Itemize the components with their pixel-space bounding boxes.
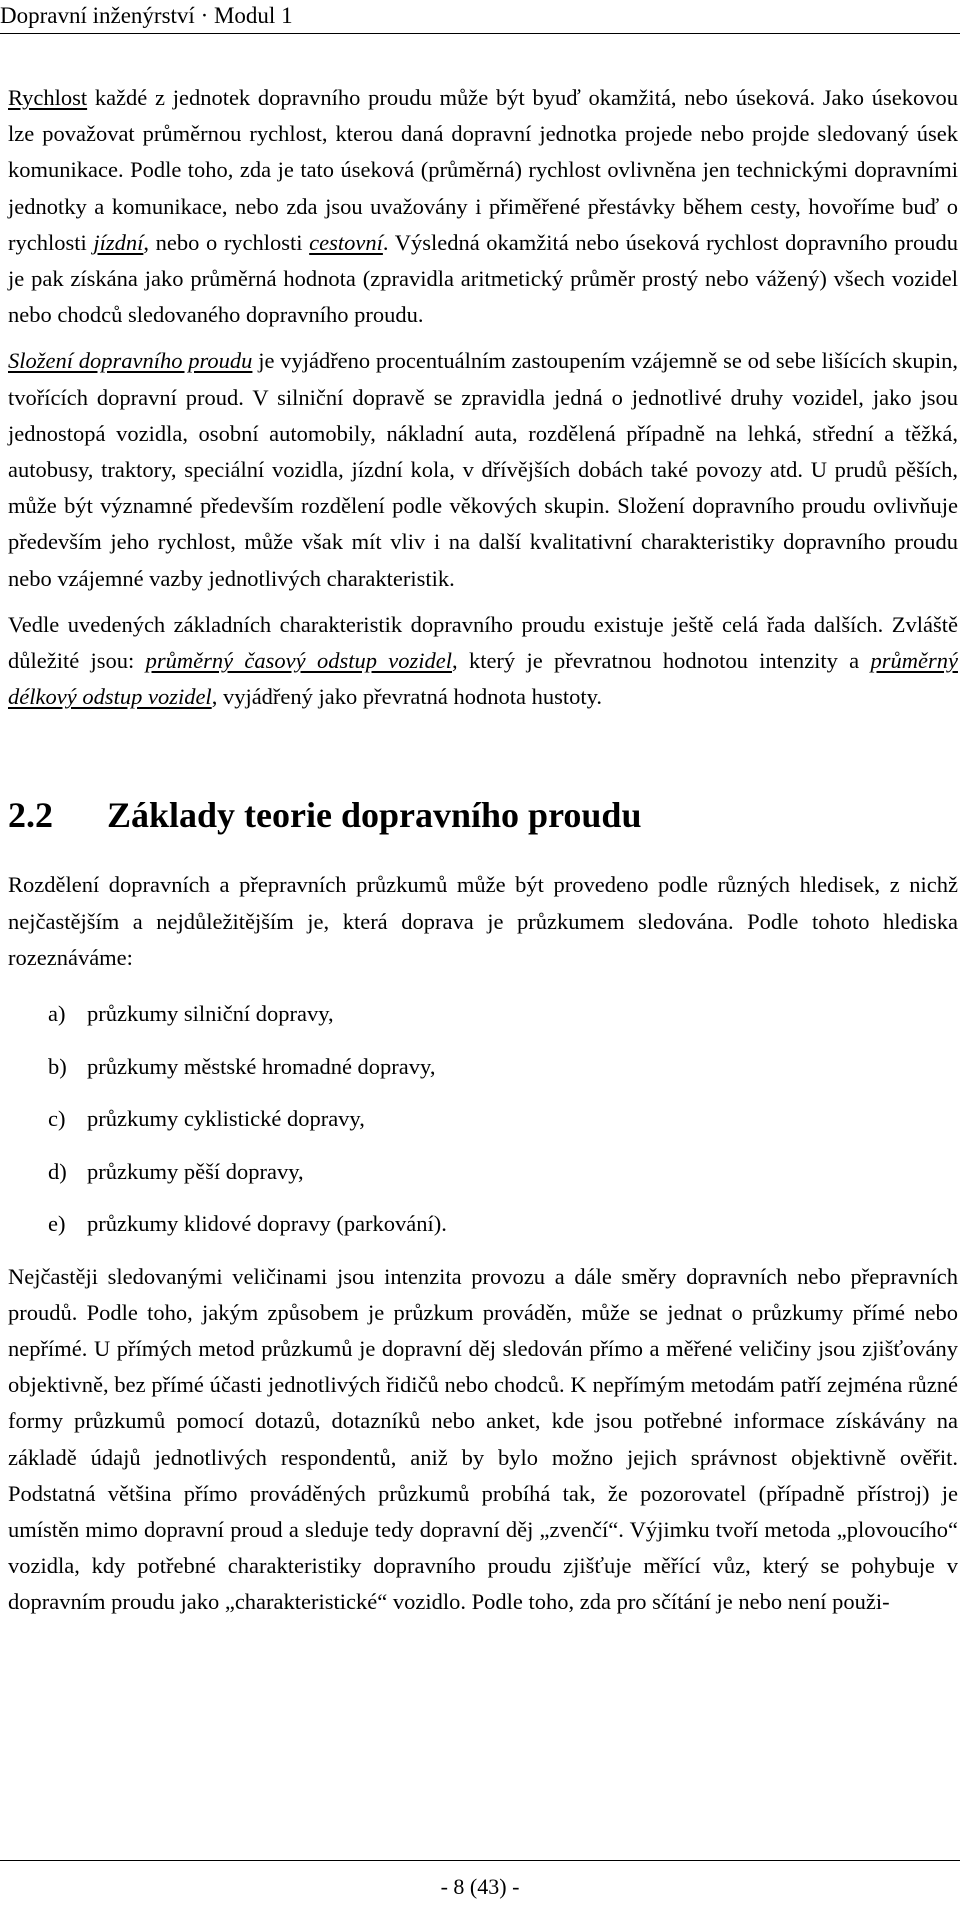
- term-delkovy-odstup: průměrný délkový odstup vozidel: [8, 648, 958, 710]
- footer-divider: [0, 1860, 960, 1861]
- paragraph-text: , který je převratnou hodnotou intenzity a: [452, 648, 871, 674]
- running-header-title: Dopravní inženýrství · Modul 1: [0, 3, 293, 28]
- list-item: [8, 1146, 958, 1199]
- section-number: 2.2: [8, 795, 53, 836]
- paragraph-text: , nebo o rychlosti: [143, 229, 310, 255]
- list-item-text: průzkumy městské hromadné dopravy,: [87, 1053, 436, 1079]
- list-item-label: b): [48, 1053, 67, 1079]
- list-item-label: e): [48, 1211, 66, 1237]
- paragraph-slozeni: [8, 343, 958, 596]
- paragraph-rychlost: [8, 80, 958, 333]
- list-item: [8, 988, 958, 1041]
- term-slozeni-dopravniho-proudu: Složení dopravního proudu: [8, 348, 253, 374]
- page-footer: [0, 1860, 960, 1910]
- term-casovy-odstup: průměrný časový odstup vozidel: [145, 648, 452, 674]
- paragraph-sledovane-veliciny: Nejčastěji sledovanými veličinami jsou intenzita provozu a dále směry dopravních nebo přepravních proudů. Podle toho, jakým způsobem je průzkum prováděn, může se jednat o průzkumy přímé nebo nepřímé. U přímých metod průzkumů je dopravní děj sledován přímo a měřené veličiny jsou zjišťovány objektivně, bez přímé účasti jednotlivých řidičů nebo chodců. K nepřímým metodám patří zejména různé formy průzkumů pomocí dotazů, dotazníků nebo anket, kde jsou potřebné informace získávány na základě údajů jednotlivých respondentů, aniž by bylo možno jejich správnost objektivně ověřit. Podstatná většina přímo prováděných průzkumů probíhá tak, že pozorovatel (případně přístroj) je umístěn mimo dopravní proud a sleduje tedy dopravní děj „zvenčí“. Výjimku tvoří metoda „plovoucího“ vozidla, kdy potřebné charakteristiky dopravního proudu zjišťuje měřící vůz, který se pohybuje v dopravním proudu jako „charakteristické“ vozidlo. Podle toho, zda pro sčítání je nebo není použi-: [8, 1263, 958, 1615]
- page-number: - 8 (43) -: [440, 1874, 520, 1899]
- list-item-text: průzkumy cyklistické dopravy,: [87, 1106, 365, 1132]
- list-item-label: d): [48, 1158, 67, 1184]
- list-item: [8, 1041, 958, 1094]
- list-item-text: průzkumy pěší dopravy,: [87, 1158, 304, 1184]
- paragraph-text: , vyjádřený jako převratná hodnota hustoty.: [211, 684, 602, 710]
- paragraph-dalsi-charakteristiky: [8, 607, 958, 716]
- list-item: [8, 1198, 958, 1251]
- header-divider: [0, 33, 960, 34]
- list-item: [8, 1093, 958, 1146]
- section-title: Základy teorie dopravního proudu: [107, 795, 642, 836]
- paragraph-text: Vedle uvedených základních charakteristik dopravního proudu existuje ještě celá řada dalších. Zvláště důležité jsou:: [8, 611, 958, 674]
- paragraph-text: každé z jednotek dopravního proudu může být byuď okamžitá, nebo úseková. Jako úsekovou lze považovat průměrnou rychlost, kterou daná dopravní jednotka projede nebo projde sledovaný úsek komunikace. Podle toho, zda je tato úseková (průměrná) rychlost ovlivněna jen technickými dopravními jednotky a komunikace, nebo zda jsou uvažovány i přiměřené přestávky během cesty, hovoříme buď o rychlosti: [8, 85, 958, 255]
- list-item-label: c): [48, 1106, 66, 1132]
- list-item-text: průzkumy silniční dopravy,: [87, 1001, 334, 1027]
- term-cestovni: cestovní: [309, 229, 383, 255]
- paragraph-rozdeleni-pruzkumu: Rozdělení dopravních a přepravních průzkumů může být provedeno podle různých hledisek, z nichž nejčastějším a nejdůležitějším je, která doprava je průzkumem sledována. Podle tohoto hlediska rozeznáváme:: [8, 872, 958, 970]
- list-item-text: průzkumy klidové dopravy (parkování).: [87, 1211, 447, 1237]
- survey-types-list: [8, 988, 958, 1251]
- section-heading: [8, 793, 958, 837]
- paragraph-text: je vyjádřeno procentuálním zastoupením vzájemně se od sebe lišících skupin, tvořících dopravní proud. V silniční dopravě se zpravidla jedná o jednotlivé druhy vozidel, jako jsou jednostopá vozidla, osobní automobily, nákladní auta, rozdělená případně na lehká, střední a těžká, autobusy, traktory, speciální vozidla, jízdní kola, v dřívějších dobách také povozy atd. U prudů pěších, může být významné především rozdělení podle věkových skupin. Složení dopravního proudu ovlivňuje především jeho rychlost, může však mít vliv i na další kvalitativní charakteristiky dopravního proudu nebo vzájemné vazby jednotlivých charakteristik.: [8, 348, 958, 591]
- term-rychlost: Rychlost: [8, 85, 88, 110]
- document-body: [8, 80, 958, 1621]
- page-header: [0, 0, 960, 32]
- paragraph-text: . Výsledná okamžitá nebo úseková rychlost dopravního proudu je pak získána jako průměrná hodnota (zpravidla aritmetický průměr prostý nebo vážený) všech vozidel nebo chodců sledovaného dopravního proudu.: [8, 229, 958, 328]
- list-item-label: a): [48, 1001, 66, 1027]
- term-jizdni: jízdní: [93, 229, 144, 255]
